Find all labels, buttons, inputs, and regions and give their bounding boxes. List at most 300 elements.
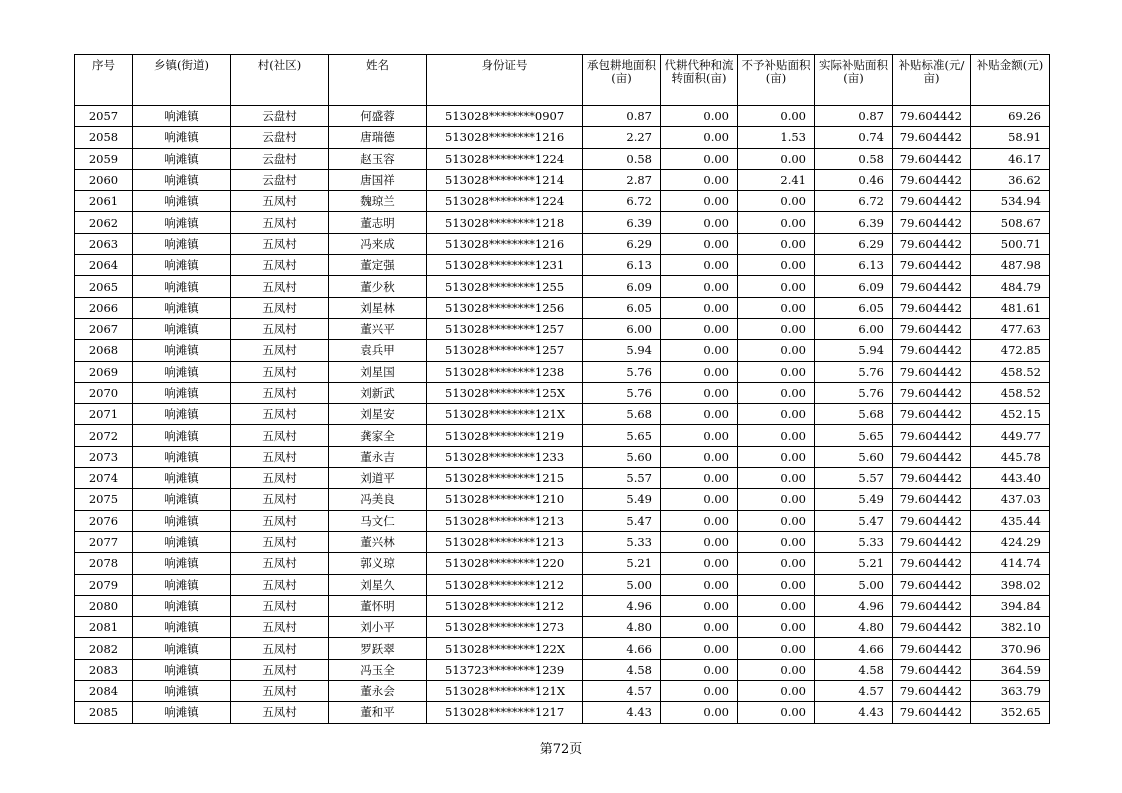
cell-person-name: 刘道平: [329, 468, 427, 489]
table-row: [75, 382, 1050, 403]
cell-subsidy-amount: 534.94: [971, 191, 1050, 212]
cell-actual-area: 4.66: [815, 638, 893, 659]
cell-id-number: 513028********1213: [427, 531, 583, 552]
cell-subsidy-rate: 79.604442: [893, 233, 971, 254]
cell-actual-area: 6.29: [815, 233, 893, 254]
cell-transfer-area: 0.00: [661, 468, 738, 489]
cell-person-name: 董兴林: [329, 531, 427, 552]
cell-village: 五凤村: [231, 382, 329, 403]
cell-subsidy-amount: 36.62: [971, 169, 1050, 190]
cell-row-index: 2078: [75, 553, 133, 574]
cell-excluded-area: 0.00: [738, 212, 815, 233]
cell-contract-area: 6.72: [583, 191, 661, 212]
cell-person-name: 罗跃翠: [329, 638, 427, 659]
cell-row-index: 2068: [75, 340, 133, 361]
cell-subsidy-amount: 370.96: [971, 638, 1050, 659]
cell-village: 五凤村: [231, 617, 329, 638]
cell-excluded-area: 0.00: [738, 404, 815, 425]
cell-transfer-area: 0.00: [661, 255, 738, 276]
cell-excluded-area: 0.00: [738, 318, 815, 339]
cell-village: 五凤村: [231, 361, 329, 382]
cell-village: 五凤村: [231, 297, 329, 318]
table-row: [75, 702, 1050, 723]
col-header-actual-area: 实际补贴面积(亩): [815, 55, 893, 106]
cell-transfer-area: 0.00: [661, 382, 738, 403]
table-row: [75, 553, 1050, 574]
cell-actual-area: 4.43: [815, 702, 893, 723]
cell-subsidy-rate: 79.604442: [893, 446, 971, 467]
cell-transfer-area: 0.00: [661, 574, 738, 595]
cell-town: 响滩镇: [133, 106, 231, 127]
table-body: [75, 106, 1050, 724]
cell-subsidy-rate: 79.604442: [893, 659, 971, 680]
cell-transfer-area: 0.00: [661, 361, 738, 382]
cell-excluded-area: 0.00: [738, 489, 815, 510]
cell-subsidy-rate: 79.604442: [893, 276, 971, 297]
table-row: [75, 148, 1050, 169]
cell-subsidy-rate: 79.604442: [893, 212, 971, 233]
cell-contract-area: 5.60: [583, 446, 661, 467]
cell-village: 五凤村: [231, 255, 329, 276]
cell-subsidy-rate: 79.604442: [893, 404, 971, 425]
cell-row-index: 2071: [75, 404, 133, 425]
cell-excluded-area: 0.00: [738, 361, 815, 382]
cell-contract-area: 5.47: [583, 510, 661, 531]
cell-contract-area: 6.00: [583, 318, 661, 339]
cell-actual-area: 0.58: [815, 148, 893, 169]
cell-subsidy-amount: 487.98: [971, 255, 1050, 276]
cell-actual-area: 4.57: [815, 681, 893, 702]
cell-id-number: 513028********0907: [427, 106, 583, 127]
cell-id-number: 513028********1218: [427, 212, 583, 233]
cell-town: 响滩镇: [133, 553, 231, 574]
cell-excluded-area: 0.00: [738, 255, 815, 276]
cell-subsidy-rate: 79.604442: [893, 531, 971, 552]
cell-excluded-area: 0.00: [738, 148, 815, 169]
cell-village: 五凤村: [231, 510, 329, 531]
cell-id-number: 513028********1224: [427, 191, 583, 212]
cell-excluded-area: 0.00: [738, 595, 815, 616]
cell-id-number: 513028********1216: [427, 127, 583, 148]
cell-actual-area: 5.00: [815, 574, 893, 595]
cell-excluded-area: 0.00: [738, 297, 815, 318]
cell-person-name: 刘星林: [329, 297, 427, 318]
cell-person-name: 何盛蓉: [329, 106, 427, 127]
cell-contract-area: 0.58: [583, 148, 661, 169]
cell-person-name: 冯来成: [329, 233, 427, 254]
cell-subsidy-amount: 352.65: [971, 702, 1050, 723]
col-header-town: 乡镇(街道): [133, 55, 231, 106]
cell-village: 五凤村: [231, 340, 329, 361]
cell-town: 响滩镇: [133, 191, 231, 212]
cell-village: 云盘村: [231, 169, 329, 190]
cell-excluded-area: 0.00: [738, 553, 815, 574]
cell-village: 五凤村: [231, 531, 329, 552]
cell-transfer-area: 0.00: [661, 404, 738, 425]
cell-subsidy-rate: 79.604442: [893, 510, 971, 531]
cell-person-name: 刘星国: [329, 361, 427, 382]
col-header-excluded-area: 不予补贴面积(亩): [738, 55, 815, 106]
cell-row-index: 2057: [75, 106, 133, 127]
cell-town: 响滩镇: [133, 425, 231, 446]
cell-id-number: 513028********1215: [427, 468, 583, 489]
cell-excluded-area: 0.00: [738, 382, 815, 403]
cell-actual-area: 6.39: [815, 212, 893, 233]
cell-subsidy-amount: 364.59: [971, 659, 1050, 680]
cell-transfer-area: 0.00: [661, 106, 738, 127]
cell-row-index: 2073: [75, 446, 133, 467]
page-number: 第72页: [539, 742, 583, 757]
cell-transfer-area: 0.00: [661, 638, 738, 659]
cell-row-index: 2060: [75, 169, 133, 190]
cell-actual-area: 0.74: [815, 127, 893, 148]
cell-transfer-area: 0.00: [661, 127, 738, 148]
cell-excluded-area: 2.41: [738, 169, 815, 190]
cell-subsidy-rate: 79.604442: [893, 148, 971, 169]
table-row: [75, 318, 1050, 339]
table-row: [75, 233, 1050, 254]
cell-person-name: 唐国祥: [329, 169, 427, 190]
cell-excluded-area: 0.00: [738, 659, 815, 680]
cell-town: 响滩镇: [133, 127, 231, 148]
cell-person-name: 刘小平: [329, 617, 427, 638]
cell-subsidy-amount: 508.67: [971, 212, 1050, 233]
cell-subsidy-rate: 79.604442: [893, 595, 971, 616]
cell-person-name: 董和平: [329, 702, 427, 723]
cell-contract-area: 5.33: [583, 531, 661, 552]
col-header-id-number: 身份证号: [427, 55, 583, 106]
cell-actual-area: 5.68: [815, 404, 893, 425]
cell-person-name: 董永吉: [329, 446, 427, 467]
cell-town: 响滩镇: [133, 297, 231, 318]
cell-town: 响滩镇: [133, 510, 231, 531]
cell-village: 五凤村: [231, 446, 329, 467]
cell-village: 五凤村: [231, 659, 329, 680]
cell-town: 响滩镇: [133, 681, 231, 702]
cell-person-name: 冯美良: [329, 489, 427, 510]
cell-town: 响滩镇: [133, 255, 231, 276]
cell-excluded-area: 0.00: [738, 446, 815, 467]
cell-actual-area: 4.80: [815, 617, 893, 638]
cell-transfer-area: 0.00: [661, 595, 738, 616]
cell-village: 五凤村: [231, 595, 329, 616]
cell-subsidy-rate: 79.604442: [893, 638, 971, 659]
cell-subsidy-rate: 79.604442: [893, 191, 971, 212]
cell-actual-area: 5.21: [815, 553, 893, 574]
cell-contract-area: 5.21: [583, 553, 661, 574]
cell-row-index: 2076: [75, 510, 133, 531]
cell-person-name: 董少秋: [329, 276, 427, 297]
cell-excluded-area: 0.00: [738, 531, 815, 552]
cell-person-name: 冯玉全: [329, 659, 427, 680]
table-row: [75, 276, 1050, 297]
cell-id-number: 513028********1224: [427, 148, 583, 169]
cell-subsidy-rate: 79.604442: [893, 106, 971, 127]
cell-excluded-area: 0.00: [738, 233, 815, 254]
table-row: [75, 425, 1050, 446]
cell-town: 响滩镇: [133, 276, 231, 297]
cell-transfer-area: 0.00: [661, 340, 738, 361]
table-row: [75, 361, 1050, 382]
cell-contract-area: 5.65: [583, 425, 661, 446]
cell-town: 响滩镇: [133, 659, 231, 680]
cell-subsidy-amount: 458.52: [971, 382, 1050, 403]
cell-row-index: 2070: [75, 382, 133, 403]
cell-row-index: 2066: [75, 297, 133, 318]
table-row: [75, 638, 1050, 659]
cell-person-name: 魏琼兰: [329, 191, 427, 212]
cell-contract-area: 6.05: [583, 297, 661, 318]
cell-actual-area: 6.05: [815, 297, 893, 318]
cell-excluded-area: 1.53: [738, 127, 815, 148]
cell-town: 响滩镇: [133, 702, 231, 723]
cell-actual-area: 5.49: [815, 489, 893, 510]
cell-id-number: 513028********1257: [427, 318, 583, 339]
cell-person-name: 龚家全: [329, 425, 427, 446]
cell-excluded-area: 0.00: [738, 638, 815, 659]
cell-person-name: 唐瑞德: [329, 127, 427, 148]
cell-excluded-area: 0.00: [738, 617, 815, 638]
cell-excluded-area: 0.00: [738, 468, 815, 489]
cell-subsidy-amount: 472.85: [971, 340, 1050, 361]
cell-subsidy-amount: 484.79: [971, 276, 1050, 297]
cell-id-number: 513028********1217: [427, 702, 583, 723]
cell-subsidy-amount: 437.03: [971, 489, 1050, 510]
cell-subsidy-rate: 79.604442: [893, 382, 971, 403]
col-header-village: 村(社区): [231, 55, 329, 106]
cell-contract-area: 5.76: [583, 382, 661, 403]
cell-row-index: 2074: [75, 468, 133, 489]
cell-contract-area: 5.68: [583, 404, 661, 425]
cell-town: 响滩镇: [133, 574, 231, 595]
cell-id-number: 513028********1219: [427, 425, 583, 446]
cell-actual-area: 6.72: [815, 191, 893, 212]
cell-person-name: 赵玉容: [329, 148, 427, 169]
cell-row-index: 2072: [75, 425, 133, 446]
cell-row-index: 2080: [75, 595, 133, 616]
table-row: [75, 297, 1050, 318]
cell-village: 五凤村: [231, 553, 329, 574]
cell-subsidy-rate: 79.604442: [893, 681, 971, 702]
cell-subsidy-amount: 477.63: [971, 318, 1050, 339]
cell-town: 响滩镇: [133, 233, 231, 254]
cell-village: 五凤村: [231, 191, 329, 212]
cell-subsidy-amount: 449.77: [971, 425, 1050, 446]
cell-row-index: 2075: [75, 489, 133, 510]
header-row: [75, 55, 1050, 106]
col-header-subsidy-rate: 补贴标准(元/亩): [893, 55, 971, 106]
cell-transfer-area: 0.00: [661, 659, 738, 680]
table-row: [75, 659, 1050, 680]
cell-excluded-area: 0.00: [738, 574, 815, 595]
cell-town: 响滩镇: [133, 468, 231, 489]
cell-actual-area: 6.09: [815, 276, 893, 297]
cell-row-index: 2082: [75, 638, 133, 659]
cell-subsidy-amount: 394.84: [971, 595, 1050, 616]
cell-row-index: 2063: [75, 233, 133, 254]
cell-contract-area: 4.80: [583, 617, 661, 638]
cell-subsidy-amount: 481.61: [971, 297, 1050, 318]
cell-subsidy-rate: 79.604442: [893, 425, 971, 446]
cell-subsidy-amount: 445.78: [971, 446, 1050, 467]
cell-id-number: 513028********1214: [427, 169, 583, 190]
cell-subsidy-amount: 69.26: [971, 106, 1050, 127]
cell-contract-area: 4.43: [583, 702, 661, 723]
cell-subsidy-rate: 79.604442: [893, 702, 971, 723]
cell-person-name: 董永会: [329, 681, 427, 702]
cell-village: 五凤村: [231, 702, 329, 723]
cell-town: 响滩镇: [133, 148, 231, 169]
cell-actual-area: 5.76: [815, 382, 893, 403]
cell-village: 五凤村: [231, 489, 329, 510]
cell-id-number: 513028********1213: [427, 510, 583, 531]
cell-person-name: 马文仁: [329, 510, 427, 531]
table-row: [75, 510, 1050, 531]
cell-village: 云盘村: [231, 106, 329, 127]
cell-person-name: 袁兵甲: [329, 340, 427, 361]
cell-subsidy-rate: 79.604442: [893, 361, 971, 382]
table-row: [75, 106, 1050, 127]
table-row: [75, 255, 1050, 276]
cell-village: 五凤村: [231, 233, 329, 254]
col-header-transfer-area: 代耕代种和流转面积(亩): [661, 55, 738, 106]
table-row: [75, 468, 1050, 489]
cell-subsidy-rate: 79.604442: [893, 297, 971, 318]
cell-transfer-area: 0.00: [661, 425, 738, 446]
cell-id-number: 513028********1212: [427, 574, 583, 595]
cell-contract-area: 6.13: [583, 255, 661, 276]
cell-village: 云盘村: [231, 127, 329, 148]
cell-actual-area: 5.57: [815, 468, 893, 489]
cell-actual-area: 4.96: [815, 595, 893, 616]
cell-contract-area: 0.87: [583, 106, 661, 127]
cell-actual-area: 0.46: [815, 169, 893, 190]
cell-person-name: 郭义琼: [329, 553, 427, 574]
cell-id-number: 513028********121X: [427, 404, 583, 425]
cell-id-number: 513028********1256: [427, 297, 583, 318]
cell-excluded-area: 0.00: [738, 340, 815, 361]
table-row: [75, 617, 1050, 638]
cell-contract-area: 4.57: [583, 681, 661, 702]
cell-transfer-area: 0.00: [661, 297, 738, 318]
cell-transfer-area: 0.00: [661, 148, 738, 169]
cell-actual-area: 5.94: [815, 340, 893, 361]
table-row: [75, 489, 1050, 510]
cell-contract-area: 5.94: [583, 340, 661, 361]
cell-transfer-area: 0.00: [661, 276, 738, 297]
cell-actual-area: 5.65: [815, 425, 893, 446]
subsidy-table: [74, 54, 1050, 724]
cell-village: 五凤村: [231, 276, 329, 297]
cell-village: 五凤村: [231, 212, 329, 233]
cell-village: 五凤村: [231, 574, 329, 595]
cell-row-index: 2084: [75, 681, 133, 702]
cell-contract-area: 6.39: [583, 212, 661, 233]
cell-subsidy-rate: 79.604442: [893, 340, 971, 361]
cell-contract-area: 5.00: [583, 574, 661, 595]
cell-subsidy-amount: 458.52: [971, 361, 1050, 382]
cell-person-name: 刘新武: [329, 382, 427, 403]
cell-actual-area: 5.33: [815, 531, 893, 552]
cell-subsidy-rate: 79.604442: [893, 489, 971, 510]
cell-excluded-area: 0.00: [738, 191, 815, 212]
cell-row-index: 2058: [75, 127, 133, 148]
cell-subsidy-amount: 46.17: [971, 148, 1050, 169]
cell-actual-area: 4.58: [815, 659, 893, 680]
cell-village: 五凤村: [231, 468, 329, 489]
cell-transfer-area: 0.00: [661, 681, 738, 702]
cell-id-number: 513028********122X: [427, 638, 583, 659]
cell-village: 五凤村: [231, 425, 329, 446]
cell-id-number: 513028********1231: [427, 255, 583, 276]
cell-contract-area: 5.49: [583, 489, 661, 510]
cell-person-name: 刘星安: [329, 404, 427, 425]
table-row: [75, 127, 1050, 148]
cell-town: 响滩镇: [133, 404, 231, 425]
cell-actual-area: 5.76: [815, 361, 893, 382]
cell-transfer-area: 0.00: [661, 169, 738, 190]
cell-village: 五凤村: [231, 404, 329, 425]
table-row: [75, 191, 1050, 212]
cell-subsidy-amount: 382.10: [971, 617, 1050, 638]
cell-subsidy-rate: 79.604442: [893, 255, 971, 276]
cell-transfer-area: 0.00: [661, 212, 738, 233]
cell-row-index: 2065: [75, 276, 133, 297]
cell-excluded-area: 0.00: [738, 276, 815, 297]
table-row: [75, 212, 1050, 233]
cell-person-name: 刘星久: [329, 574, 427, 595]
cell-row-index: 2067: [75, 318, 133, 339]
cell-village: 云盘村: [231, 148, 329, 169]
cell-person-name: 董定强: [329, 255, 427, 276]
table-row: [75, 446, 1050, 467]
cell-id-number: 513028********1212: [427, 595, 583, 616]
cell-transfer-area: 0.00: [661, 318, 738, 339]
cell-contract-area: 4.58: [583, 659, 661, 680]
cell-contract-area: 2.27: [583, 127, 661, 148]
cell-id-number: 513028********1273: [427, 617, 583, 638]
cell-id-number: 513028********1257: [427, 340, 583, 361]
cell-town: 响滩镇: [133, 617, 231, 638]
cell-row-index: 2079: [75, 574, 133, 595]
cell-actual-area: 0.87: [815, 106, 893, 127]
cell-transfer-area: 0.00: [661, 489, 738, 510]
cell-transfer-area: 0.00: [661, 531, 738, 552]
col-header-contract-area: 承包耕地面积(亩): [583, 55, 661, 106]
cell-contract-area: 6.29: [583, 233, 661, 254]
cell-id-number: 513028********1233: [427, 446, 583, 467]
cell-row-index: 2064: [75, 255, 133, 276]
cell-subsidy-amount: 398.02: [971, 574, 1050, 595]
cell-village: 五凤村: [231, 318, 329, 339]
cell-excluded-area: 0.00: [738, 510, 815, 531]
cell-subsidy-amount: 452.15: [971, 404, 1050, 425]
cell-town: 响滩镇: [133, 318, 231, 339]
cell-transfer-area: 0.00: [661, 233, 738, 254]
cell-subsidy-amount: 58.91: [971, 127, 1050, 148]
cell-town: 响滩镇: [133, 446, 231, 467]
cell-town: 响滩镇: [133, 361, 231, 382]
cell-actual-area: 6.00: [815, 318, 893, 339]
cell-id-number: 513028********1255: [427, 276, 583, 297]
cell-id-number: 513028********1220: [427, 553, 583, 574]
cell-subsidy-rate: 79.604442: [893, 169, 971, 190]
cell-transfer-area: 0.00: [661, 191, 738, 212]
cell-subsidy-rate: 79.604442: [893, 318, 971, 339]
cell-person-name: 董兴平: [329, 318, 427, 339]
table-row: [75, 574, 1050, 595]
cell-actual-area: 5.47: [815, 510, 893, 531]
